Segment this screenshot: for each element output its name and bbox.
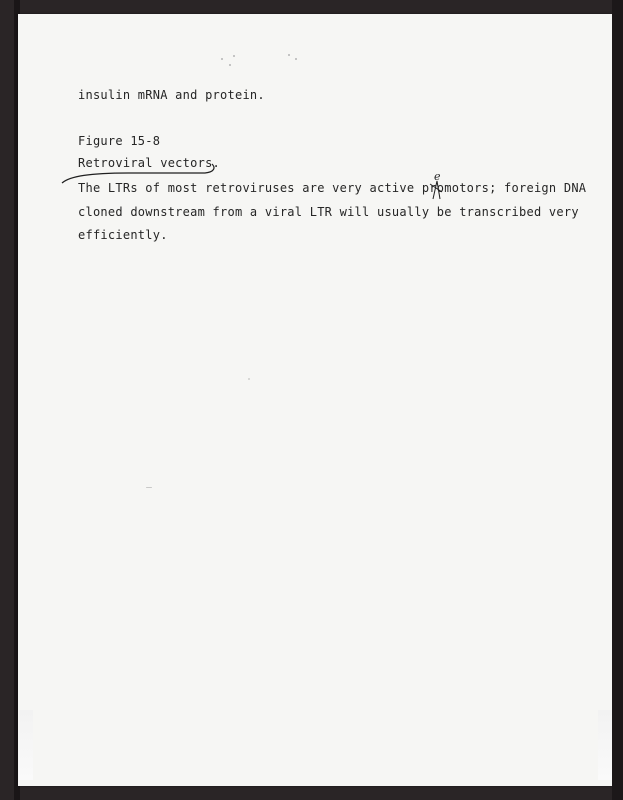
body-line-1: The LTRs of most retroviruses are very active promotors; foreign DNA: [78, 181, 587, 195]
dust-speck: [248, 378, 250, 380]
body-line-3: efficiently.: [78, 228, 168, 242]
body-line-2: cloned downstream from a viral LTR will usually be transcribed very: [78, 205, 579, 219]
dust-speck: [146, 487, 152, 488]
figure-label: Figure 15-8: [78, 134, 161, 148]
figure-title: Retroviral vectors.: [78, 156, 221, 170]
text-line-top: insulin mRNA and protein.: [78, 88, 265, 102]
handwritten-correction-letter: e: [434, 170, 441, 183]
